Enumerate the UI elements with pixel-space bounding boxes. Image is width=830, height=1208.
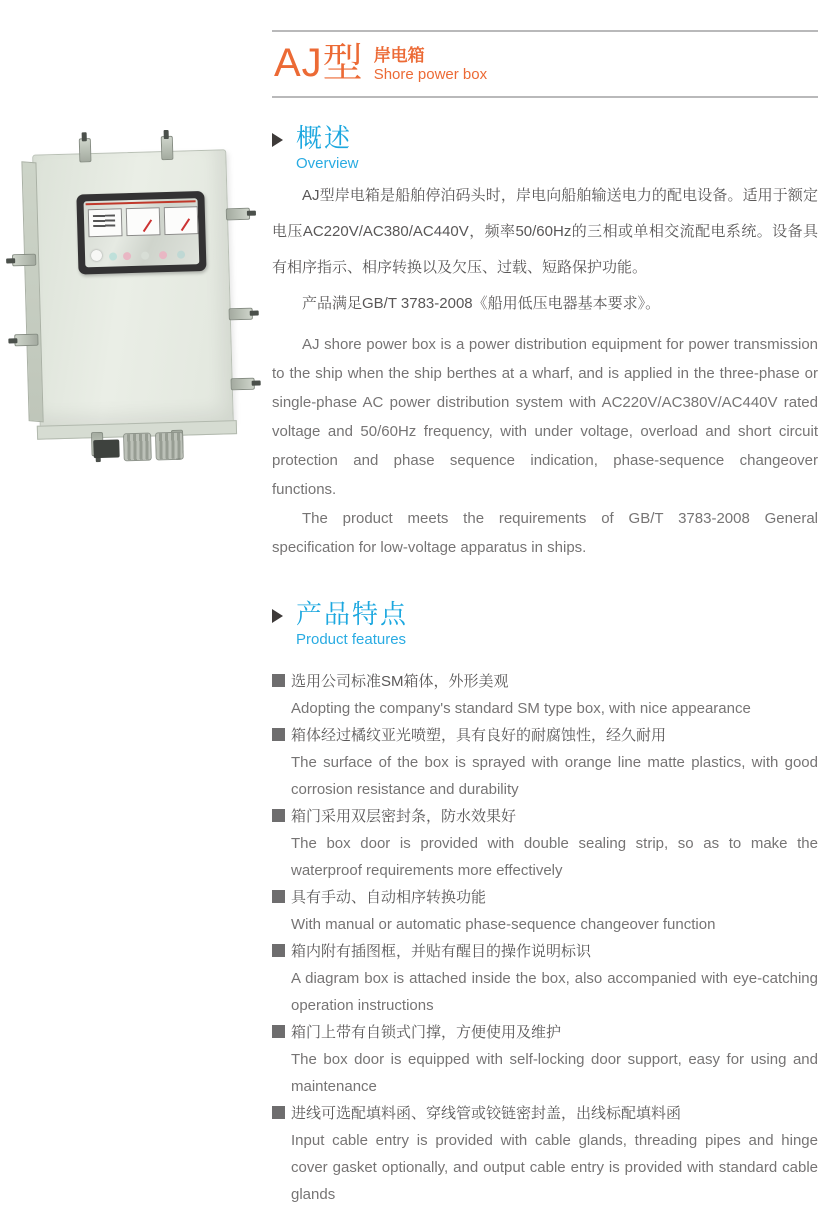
label-plate-icon [88,208,123,237]
feature-item [272,722,818,803]
feature-item [272,668,818,722]
title-subtitle [374,42,487,84]
section-arrow-icon [272,133,283,147]
feature-text-chinese: 箱内附有插图框，并贴有醒目的操作说明标识 [272,938,818,965]
bullet-icon [272,1106,285,1119]
bullet-icon [272,809,285,822]
feature-item [272,884,818,938]
enclosure-side-face [21,161,43,422]
analog-meter-icon [126,207,161,236]
latch-icon [14,334,38,347]
feature-item [272,1019,818,1100]
enclosure-body [32,149,234,428]
indicator-lamp-icon [123,252,131,260]
section-title-english: Product features [296,631,407,649]
feature-item [272,1100,818,1208]
overview-paragraph-en: The product meets the requirements of GB/T 3783-2008 General specification for low-voltage apparatus in ships. [272,510,818,557]
features-list [272,668,818,1208]
feature-text-english: With manual or automatic phase-sequence changeover function [291,916,716,934]
cable-gland-icon [155,432,184,461]
feature-text-chinese: 箱门上带有自锁式门撑，方便使用及维护 [272,1019,818,1046]
title-divider [272,96,818,98]
section-title-chinese: 产品特点 [296,599,409,630]
subtitle-chinese: 岸电箱 [373,46,425,65]
analog-meter-icon [164,206,199,235]
latch-icon [226,208,250,221]
bullet-icon [272,728,285,741]
bullet-icon [272,674,285,687]
page-title [272,32,818,96]
feature-text-english: A diagram box is attached inside the box, also accompanied with eye-catching operation instructions [291,970,818,1015]
bullet-icon [272,890,285,903]
indicator-lamp-icon [109,252,117,260]
section-arrow-icon [272,609,283,623]
feature-item [272,803,818,884]
red-strip [86,200,196,205]
feature-text-chinese: 进线可选配填料函、穿线管或铰链密封盖，出线标配填料函 [272,1100,818,1127]
feature-text-english: The box door is equipped with self-locking door support, easy for using and maintenance [291,1051,818,1096]
feature-text-chinese: 箱门采用双层密封条，防水效果好 [272,803,818,830]
cable-gland-icon [123,433,152,462]
latch-icon [79,138,92,162]
bullet-icon [272,944,285,957]
feature-text-english: The box door is provided with double sealing strip, so as to make the waterproof requirements more effectively [291,835,818,880]
meter-window [76,191,206,275]
overview-paragraph-cn: AJ型岸电箱是船舶停泊码头时，岸电向船舶输送电力的配电设备。适用于额定电压AC220V/AC380/AC440V，频率50/60Hz的三相或单相交流配电系统。设备具有相序指示、相序转换以及欠压、过载、短路保护功能。 [272,187,818,277]
latch-icon [12,254,36,267]
indicator-lamp-icon [159,251,167,259]
indicator-lamp-icon [177,251,185,259]
window-glass [84,198,200,267]
section-overview-titles [296,124,359,172]
latch-icon [231,378,255,391]
product-photo [14,140,246,458]
indicator-lamp-icon [141,252,149,260]
section-title-english: Overview [296,155,359,173]
feature-text-english: Adopting the company's standard SM type box, with nice appearance [291,700,751,718]
content-column [272,0,818,1208]
model-name: AJ型 [274,41,364,86]
feature-text-chinese: 选用公司标准SM箱体，外形美观 [272,668,818,695]
feature-text-english: The surface of the box is sprayed with orange line matte plastics, with good corrosion resistance and durability [291,754,818,799]
overview-paragraph-en: AJ shore power box is a power distribution equipment for power transmission to the ship when the ship berthes at a wharf, and is applied in the three-phase or single-phase AC power distribution system with AC220V/AC380V/AC440V rated voltage and 50/60Hz frequency, with under voltage, overload and short circuit protection and phase sequence indication, phase-sequence changeover functions. [272,336,818,499]
feature-text-english: Input cable entry is provided with cable glands, threading pipes and hinge cover gasket optionally, and output cable entry is provided with standard cable glands [291,1132,818,1204]
feature-text-chinese: 箱体经过橘纹亚光喷塑，具有良好的耐腐蚀性，经久耐用 [272,722,818,749]
latch-icon [161,136,174,160]
overview-paragraph-cn: 产品满足GB/T 3783-2008《船用低压电器基本要求》。 [302,295,661,313]
section-overview-header [272,124,818,172]
latch-icon [229,308,253,321]
section-features-titles [296,600,408,648]
section-features-header [272,600,818,648]
section-title-chinese: 概述 [296,123,353,154]
cable-connector-icon [93,439,119,458]
bullet-icon [272,1025,285,1038]
feature-item [272,938,818,1019]
subtitle-english: Shore power box [373,66,488,84]
pushbutton-icon [91,250,102,261]
feature-text-chinese: 具有手动、自动相序转换功能 [272,884,818,911]
